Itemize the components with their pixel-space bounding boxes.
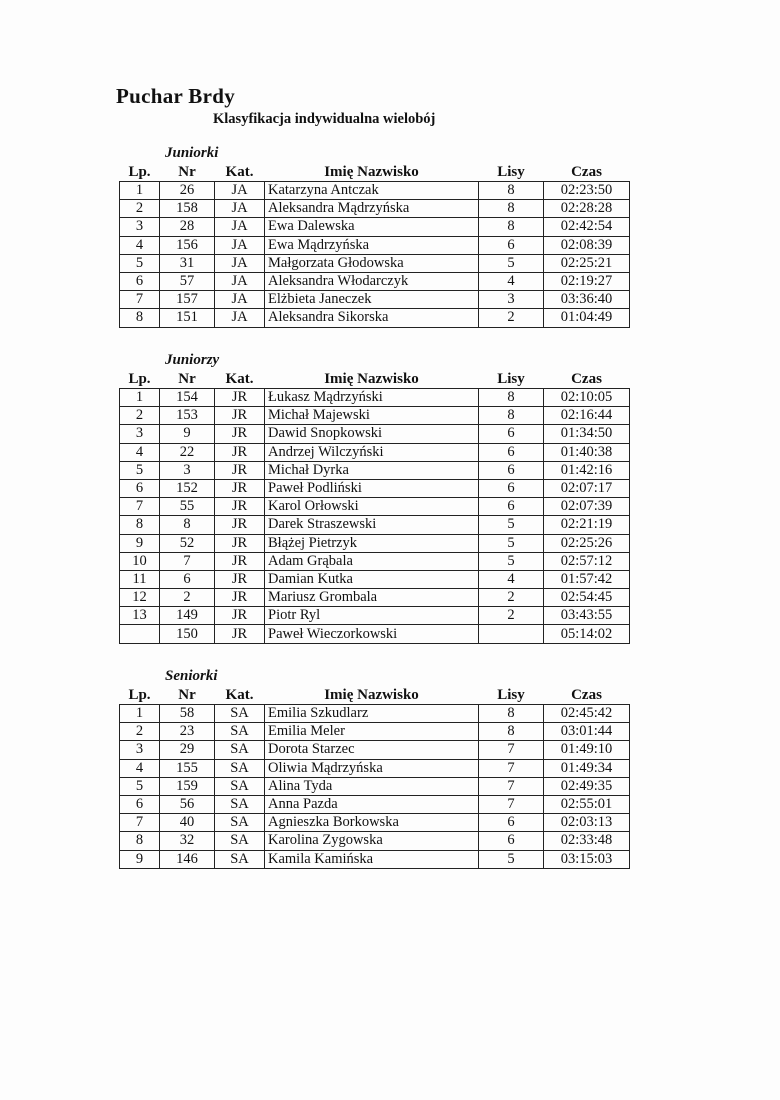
cell-lisy: 7 (479, 795, 544, 813)
cell-nr: 159 (160, 777, 215, 795)
cell-lp: 6 (120, 272, 160, 290)
cell-lisy: 5 (479, 516, 544, 534)
cell-nr: 58 (160, 705, 215, 723)
table-row (120, 741, 630, 759)
column-header-name: Imię Nazwisko (324, 687, 419, 703)
cell-nr: 151 (160, 309, 215, 327)
cell-kat: JA (215, 254, 265, 272)
cell-czas: 02:54:45 (544, 589, 630, 607)
cell-name: Emilia Meler (265, 723, 479, 741)
cell-czas: 01:42:16 (544, 461, 630, 479)
cell-lisy: 7 (479, 759, 544, 777)
cell-czas: 02:23:50 (544, 182, 630, 200)
cell-nr: 149 (160, 607, 215, 625)
table-row (120, 309, 630, 327)
cell-kat: SA (215, 723, 265, 741)
column-header-lisy: Lisy (497, 687, 525, 703)
column-header-lp: Lp. (128, 687, 151, 703)
results-table (119, 687, 630, 869)
cell-czas: 01:40:38 (544, 443, 630, 461)
cell-czas: 02:28:28 (544, 200, 630, 218)
cell-kat: JR (215, 407, 265, 425)
cell-czas: 02:10:05 (544, 389, 630, 407)
cell-czas: 02:25:26 (544, 534, 630, 552)
cell-lisy: 5 (479, 552, 544, 570)
cell-name: Małgorzata Głodowska (265, 254, 479, 272)
cell-nr: 26 (160, 182, 215, 200)
cell-lisy: 8 (479, 200, 544, 218)
table-row (120, 272, 630, 290)
table-row (120, 182, 630, 200)
cell-czas: 02:03:13 (544, 814, 630, 832)
cell-lisy (479, 625, 544, 643)
cell-lisy: 6 (479, 498, 544, 516)
cell-name: Elżbieta Janeczek (265, 291, 479, 309)
cell-name: Adam Grąbala (265, 552, 479, 570)
cell-czas: 03:36:40 (544, 291, 630, 309)
table-row (120, 607, 630, 625)
cell-nr: 2 (160, 589, 215, 607)
cell-lp: 5 (120, 254, 160, 272)
cell-czas: 02:57:12 (544, 552, 630, 570)
cell-lisy: 6 (479, 814, 544, 832)
page-title: Puchar Brdy (116, 84, 236, 108)
cell-lp: 4 (120, 236, 160, 254)
cell-name: Ewa Dalewska (265, 218, 479, 236)
cell-lp: 13 (120, 607, 160, 625)
table-row (120, 291, 630, 309)
cell-czas: 02:21:19 (544, 516, 630, 534)
column-header-kat: Kat. (225, 371, 254, 387)
table-row (120, 723, 630, 741)
cell-nr: 22 (160, 443, 215, 461)
column-header-lp: Lp. (128, 164, 151, 180)
column-header-kat: Kat. (225, 164, 254, 180)
column-header-czas: Czas (571, 371, 602, 387)
cell-kat: JA (215, 291, 265, 309)
cell-lp: 4 (120, 443, 160, 461)
page-subtitle: Klasyfikacja indywidualna wielobój (213, 111, 436, 127)
table-row (120, 795, 630, 813)
cell-lisy: 6 (479, 461, 544, 479)
cell-kat: JR (215, 516, 265, 534)
cell-nr: 155 (160, 759, 215, 777)
cell-lp: 7 (120, 498, 160, 516)
table-row (120, 479, 630, 497)
cell-lp: 8 (120, 516, 160, 534)
cell-name: Dawid Snopkowski (265, 425, 479, 443)
cell-name: Łukasz Mądrzyński (265, 389, 479, 407)
cell-kat: JA (215, 182, 265, 200)
cell-lisy: 5 (479, 534, 544, 552)
cell-nr: 32 (160, 832, 215, 850)
cell-name: Kamila Kamińska (265, 850, 479, 868)
cell-kat: SA (215, 795, 265, 813)
cell-name: Michał Majewski (265, 407, 479, 425)
results-table (119, 371, 630, 644)
cell-nr: 8 (160, 516, 215, 534)
column-header-name: Imię Nazwisko (324, 164, 419, 180)
cell-lp: 4 (120, 759, 160, 777)
table-row (120, 759, 630, 777)
table-row (120, 254, 630, 272)
cell-nr: 55 (160, 498, 215, 516)
cell-kat: JR (215, 552, 265, 570)
cell-czas: 02:19:27 (544, 272, 630, 290)
cell-czas: 01:49:34 (544, 759, 630, 777)
cell-name: Damian Kutka (265, 570, 479, 588)
cell-nr: 31 (160, 254, 215, 272)
cell-kat: JR (215, 534, 265, 552)
cell-nr: 52 (160, 534, 215, 552)
table-row (120, 814, 630, 832)
column-header-nr: Nr (178, 371, 196, 387)
section-title: Juniorki (165, 145, 219, 161)
cell-kat: JA (215, 309, 265, 327)
cell-name: Aleksandra Włodarczyk (265, 272, 479, 290)
cell-lisy: 5 (479, 850, 544, 868)
cell-name: Paweł Wieczorkowski (265, 625, 479, 643)
cell-lisy: 8 (479, 407, 544, 425)
cell-name: Karol Orłowski (265, 498, 479, 516)
section-seniorki (119, 666, 629, 869)
cell-kat: JR (215, 625, 265, 643)
cell-kat: SA (215, 741, 265, 759)
cell-czas: 02:08:39 (544, 236, 630, 254)
cell-kat: JR (215, 589, 265, 607)
cell-lisy: 8 (479, 389, 544, 407)
cell-kat: SA (215, 777, 265, 795)
cell-lp: 1 (120, 705, 160, 723)
cell-kat: SA (215, 832, 265, 850)
cell-czas: 02:33:48 (544, 832, 630, 850)
table-row (120, 443, 630, 461)
cell-lisy: 7 (479, 741, 544, 759)
cell-lisy: 5 (479, 254, 544, 272)
cell-lp: 3 (120, 425, 160, 443)
section-title: Seniorki (165, 668, 218, 684)
cell-nr: 156 (160, 236, 215, 254)
column-header-lisy: Lisy (497, 164, 525, 180)
cell-nr: 150 (160, 625, 215, 643)
table-row (120, 498, 630, 516)
section-title: Juniorzy (165, 352, 220, 368)
cell-nr: 146 (160, 850, 215, 868)
column-header-lisy: Lisy (497, 371, 525, 387)
cell-lp: 7 (120, 291, 160, 309)
cell-lp: 12 (120, 589, 160, 607)
cell-name: Anna Pazda (265, 795, 479, 813)
cell-lisy: 8 (479, 705, 544, 723)
cell-lisy: 4 (479, 570, 544, 588)
cell-lp: 2 (120, 407, 160, 425)
cell-nr: 56 (160, 795, 215, 813)
cell-lp: 2 (120, 723, 160, 741)
cell-nr: 152 (160, 479, 215, 497)
table-row (120, 389, 630, 407)
cell-lp: 8 (120, 309, 160, 327)
column-header-nr: Nr (178, 687, 196, 703)
cell-lp: 11 (120, 570, 160, 588)
cell-nr: 157 (160, 291, 215, 309)
cell-lp: 6 (120, 795, 160, 813)
cell-name: Dorota Starzec (265, 741, 479, 759)
cell-czas: 02:42:54 (544, 218, 630, 236)
cell-name: Katarzyna Antczak (265, 182, 479, 200)
cell-name: Aleksandra Mądrzyńska (265, 200, 479, 218)
cell-kat: JR (215, 425, 265, 443)
cell-czas: 02:55:01 (544, 795, 630, 813)
cell-czas: 02:16:44 (544, 407, 630, 425)
cell-lisy: 6 (479, 425, 544, 443)
cell-name: Darek Straszewski (265, 516, 479, 534)
table-row (120, 236, 630, 254)
cell-kat: SA (215, 814, 265, 832)
cell-kat: JA (215, 200, 265, 218)
cell-name: Emilia Szkudlarz (265, 705, 479, 723)
results-table (119, 164, 630, 328)
table-row (120, 552, 630, 570)
cell-czas: 01:34:50 (544, 425, 630, 443)
cell-kat: JR (215, 443, 265, 461)
table-row (120, 425, 630, 443)
column-header-czas: Czas (571, 164, 602, 180)
cell-lisy: 6 (479, 236, 544, 254)
table-row (120, 850, 630, 868)
cell-lp: 8 (120, 832, 160, 850)
cell-czas: 02:07:39 (544, 498, 630, 516)
cell-lisy: 6 (479, 479, 544, 497)
cell-nr: 153 (160, 407, 215, 425)
cell-name: Aleksandra Sikorska (265, 309, 479, 327)
cell-lp: 9 (120, 850, 160, 868)
cell-lisy: 8 (479, 218, 544, 236)
cell-name: Ewa Mądrzyńska (265, 236, 479, 254)
column-header-kat: Kat. (225, 687, 254, 703)
cell-kat: JR (215, 498, 265, 516)
cell-kat: JA (215, 218, 265, 236)
column-header-czas: Czas (571, 687, 602, 703)
cell-nr: 6 (160, 570, 215, 588)
cell-kat: JR (215, 607, 265, 625)
table-row (120, 705, 630, 723)
cell-kat: JR (215, 461, 265, 479)
column-header-nr: Nr (178, 164, 196, 180)
cell-lp: 1 (120, 182, 160, 200)
cell-kat: JA (215, 236, 265, 254)
table-row (120, 200, 630, 218)
cell-nr: 57 (160, 272, 215, 290)
cell-lisy: 3 (479, 291, 544, 309)
cell-lisy: 7 (479, 777, 544, 795)
cell-lp: 3 (120, 218, 160, 236)
column-header-name: Imię Nazwisko (324, 371, 419, 387)
cell-nr: 40 (160, 814, 215, 832)
cell-lisy: 4 (479, 272, 544, 290)
cell-nr: 7 (160, 552, 215, 570)
cell-name: Agnieszka Borkowska (265, 814, 479, 832)
cell-lisy: 8 (479, 723, 544, 741)
cell-czas: 02:45:42 (544, 705, 630, 723)
cell-czas: 02:25:21 (544, 254, 630, 272)
cell-nr: 28 (160, 218, 215, 236)
table-row (120, 218, 630, 236)
table-row (120, 832, 630, 850)
table-row (120, 570, 630, 588)
section-juniorzy (119, 350, 629, 644)
cell-lp: 6 (120, 479, 160, 497)
cell-lp: 2 (120, 200, 160, 218)
cell-lp: 5 (120, 461, 160, 479)
cell-czas: 01:49:10 (544, 741, 630, 759)
cell-lisy: 2 (479, 589, 544, 607)
cell-lp: 10 (120, 552, 160, 570)
cell-nr: 9 (160, 425, 215, 443)
cell-name: Michał Dyrka (265, 461, 479, 479)
cell-nr: 154 (160, 389, 215, 407)
cell-kat: JR (215, 570, 265, 588)
cell-nr: 158 (160, 200, 215, 218)
table-row (120, 777, 630, 795)
cell-lisy: 8 (479, 182, 544, 200)
cell-lisy: 2 (479, 607, 544, 625)
cell-name: Oliwia Mądrzyńska (265, 759, 479, 777)
cell-name: Błążej Pietrzyk (265, 534, 479, 552)
cell-lp: 5 (120, 777, 160, 795)
cell-nr: 3 (160, 461, 215, 479)
cell-czas: 03:15:03 (544, 850, 630, 868)
cell-lisy: 2 (479, 309, 544, 327)
table-row (120, 589, 630, 607)
cell-kat: SA (215, 850, 265, 868)
cell-lp: 1 (120, 389, 160, 407)
cell-czas: 03:43:55 (544, 607, 630, 625)
cell-czas: 01:57:42 (544, 570, 630, 588)
cell-kat: SA (215, 759, 265, 777)
cell-czas: 02:49:35 (544, 777, 630, 795)
column-header-lp: Lp. (128, 371, 151, 387)
cell-lp: 3 (120, 741, 160, 759)
cell-name: Alina Tyda (265, 777, 479, 795)
cell-czas: 05:14:02 (544, 625, 630, 643)
cell-lisy: 6 (479, 443, 544, 461)
table-row (120, 625, 630, 643)
cell-kat: SA (215, 705, 265, 723)
cell-name: Paweł Podliński (265, 479, 479, 497)
cell-name: Mariusz Grombala (265, 589, 479, 607)
cell-name: Andrzej Wilczyński (265, 443, 479, 461)
cell-nr: 29 (160, 741, 215, 759)
cell-kat: JR (215, 389, 265, 407)
table-row (120, 407, 630, 425)
cell-name: Karolina Zygowska (265, 832, 479, 850)
cell-lp: 9 (120, 534, 160, 552)
table-row (120, 461, 630, 479)
cell-kat: JA (215, 272, 265, 290)
table-row (120, 516, 630, 534)
cell-kat: JR (215, 479, 265, 497)
cell-czas: 01:04:49 (544, 309, 630, 327)
cell-czas: 02:07:17 (544, 479, 630, 497)
cell-czas: 03:01:44 (544, 723, 630, 741)
table-row (120, 534, 630, 552)
cell-name: Piotr Ryl (265, 607, 479, 625)
cell-lp (120, 625, 160, 643)
section-juniorki (119, 143, 629, 328)
cell-nr: 23 (160, 723, 215, 741)
cell-lisy: 6 (479, 832, 544, 850)
cell-lp: 7 (120, 814, 160, 832)
